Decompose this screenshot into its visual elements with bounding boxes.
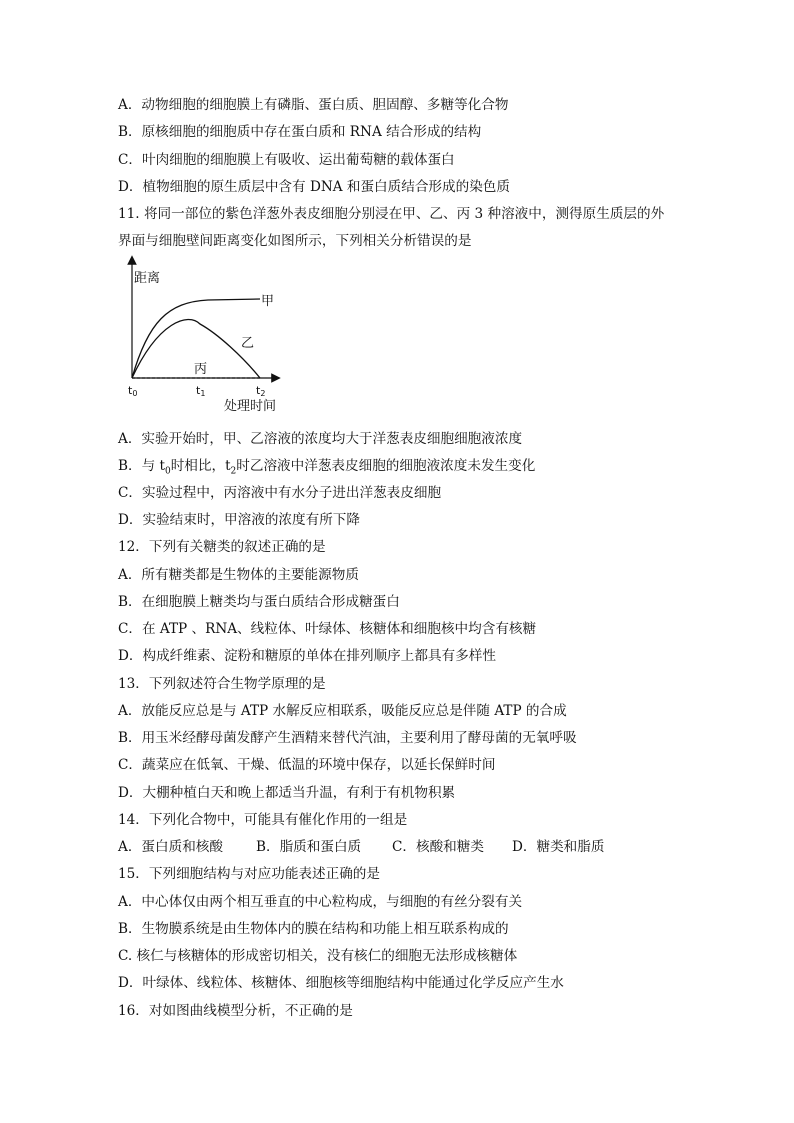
tick-t0: t0 [128,384,138,398]
q11-distance-time-graph [118,252,288,417]
q13-option-a: A．放能反应总是与 ATP 水解反应相联系，吸能反应总是伴随 ATP 的合成 [118,703,567,719]
q14-options-row [118,838,604,856]
q10-option-a: A．动物细胞的细胞膜上有磷脂、蛋白质、胆固醇、多糖等化合物 [118,97,509,113]
q11-stem-line2: 界面与细胞壁间距离变化如图所示，下列相关分析错误的是 [118,233,472,249]
q13-option-c: C．蔬菜应在低氧、干燥、低温的环境中保存，以延长保鲜时间 [118,757,496,773]
q14-option-a: A．蛋白质和核酸 [118,839,223,855]
q10-option-b: B．原核细胞的细胞质中存在蛋白质和 RNA 结合形成的结构 [118,124,482,140]
y-axis-label: 距离 [134,271,161,286]
q15-option-d: D．叶绿体、线粒体、核糖体、细胞核等细胞结构中能通过化学反应产生水 [118,975,564,991]
q10-option-c: C．叶肉细胞的细胞膜上有吸收、运出葡萄糖的载体蛋白 [118,152,455,168]
series-label-bing: 丙 [194,362,208,377]
tick-t2: t2 [256,384,266,398]
q11-stem-line1: 11. 将同一部位的紫色洋葱外表皮细胞分别浸在甲、乙、丙 3 种溶液中，测得原生质层的外 [118,206,665,222]
q15-option-a: A．中心体仅由两个相互垂直的中心粒构成，与细胞的有丝分裂有关 [118,894,523,910]
q11-option-b: B．与 $t_0$时相比，$t_2$时乙溶液中洋葱表皮细胞的细胞液浓度未发生变化 [118,458,536,477]
q15-option-b: B．生物膜系统是由生物体内的膜在结构和功能上相互联系构成的 [118,921,509,937]
series-label-jia: 甲 [261,294,275,309]
q15-option-c: C. 核仁与核糖体的形成密切相关，没有核仁的细胞无法形成核糖体 [118,948,518,964]
tick-t1: t1 [196,384,206,398]
x-axis-label: 处理时间 [224,399,277,414]
q14-option-d: D．糖类和脂质 [512,839,605,855]
q12-option-d: D．构成纤维素、淀粉和糖原的单体在排列顺序上都具有多样性 [118,648,496,664]
q16-stem: 16．对如图曲线模型分析，不正确的是 [118,1003,353,1019]
q11-option-c: C．实验过程中，丙溶液中有水分子进出洋葱表皮细胞 [118,485,442,501]
q12-option-c: C．在 ATP 、RNA、线粒体、叶绿体、核糖体和细胞核中均含有核糖 [118,621,537,637]
q13-option-d: D．大棚种植白天和晚上都适当升温，有利于有机物积累 [118,785,456,801]
q13-stem: 13．下列叙述符合生物学原理的是 [118,676,326,692]
q12-option-b: B．在细胞膜上糖类均与蛋白质结合形成糖蛋白 [118,594,400,610]
q15-stem: 15．下列细胞结构与对应功能表述正确的是 [118,866,380,882]
series-label-yi: 乙 [241,336,255,351]
q11-option-a: A．实验开始时，甲、乙溶液的浓度均大于洋葱表皮细胞细胞液浓度 [118,431,523,447]
q12-option-a: A．所有糖类都是生物体的主要能源物质 [118,567,359,583]
q13-option-b: B．用玉米经酵母菌发酵产生酒精来替代汽油，主要利用了酵母菌的无氧呼吸 [118,730,577,746]
q14-option-c: C．核酸和糖类 [392,839,484,855]
q11-option-d: D．实验结束时，甲溶液的浓度有所下降 [118,512,360,528]
q10-option-d: D．植物细胞的原生质层中含有 DNA 和蛋白质结合形成的染色质 [118,179,510,195]
q12-stem: 12．下列有关糖类的叙述正确的是 [118,539,326,555]
q14-stem: 14．下列化合物中，可能具有催化作用的一组是 [118,812,408,828]
q14-option-b: B．脂质和蛋白质 [256,839,362,855]
